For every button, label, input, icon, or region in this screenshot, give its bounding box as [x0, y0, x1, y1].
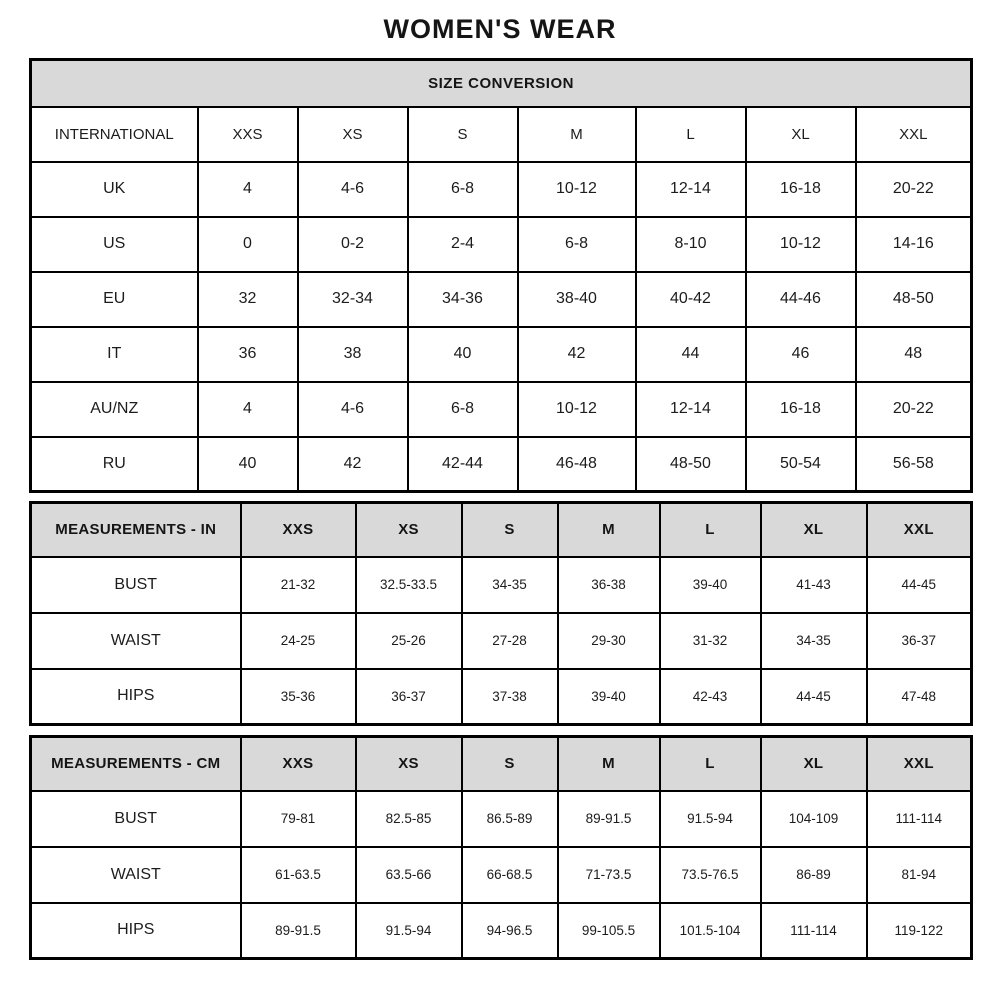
cell: 42 — [518, 327, 636, 382]
cell: 40-42 — [636, 272, 746, 327]
cell: 12-14 — [636, 382, 746, 437]
table-row-aunz — [31, 382, 972, 437]
col-header-xxs: XXS — [198, 107, 298, 162]
cell: 0-2 — [298, 217, 408, 272]
col-header-l: L — [660, 503, 761, 557]
cell: 20-22 — [856, 162, 972, 217]
table-row-bust-in — [31, 557, 972, 613]
cell: 91.5-94 — [356, 903, 462, 959]
col-header-s: S — [462, 503, 558, 557]
cell: 71-73.5 — [558, 847, 660, 903]
cell: 10-12 — [746, 217, 856, 272]
cell: 34-36 — [408, 272, 518, 327]
column-header-row — [31, 503, 972, 557]
cell: 111-114 — [867, 791, 972, 847]
cell: 38 — [298, 327, 408, 382]
column-header-row — [31, 737, 972, 791]
col-header-l: L — [660, 737, 761, 791]
cell: 40 — [408, 327, 518, 382]
cell: 94-96.5 — [462, 903, 558, 959]
row-label: AU/NZ — [31, 382, 198, 437]
cell: 35-36 — [241, 669, 356, 725]
row-label: BUST — [31, 557, 241, 613]
cell: 10-12 — [518, 162, 636, 217]
cell: 48 — [856, 327, 972, 382]
cell: 6-8 — [408, 382, 518, 437]
table-row-it — [31, 327, 972, 382]
col-header-international: INTERNATIONAL — [31, 107, 198, 162]
table-row-hips-in — [31, 669, 972, 725]
cell: 81-94 — [867, 847, 972, 903]
cell: 47-48 — [867, 669, 972, 725]
cell: 31-32 — [660, 613, 761, 669]
table-row-bust-cm — [31, 791, 972, 847]
measurements-cm-table — [29, 735, 973, 960]
col-header-xl: XL — [746, 107, 856, 162]
cell: 24-25 — [241, 613, 356, 669]
cell: 66-68.5 — [462, 847, 558, 903]
row-label: BUST — [31, 791, 241, 847]
row-label: UK — [31, 162, 198, 217]
cell: 6-8 — [408, 162, 518, 217]
cell: 101.5-104 — [660, 903, 761, 959]
cell: 63.5-66 — [356, 847, 462, 903]
cell: 50-54 — [746, 437, 856, 492]
cell: 6-8 — [518, 217, 636, 272]
cell: 99-105.5 — [558, 903, 660, 959]
page-title: WOMEN'S WEAR — [383, 14, 617, 44]
cell: 36-37 — [356, 669, 462, 725]
cell: 37-38 — [462, 669, 558, 725]
cell: 2-4 — [408, 217, 518, 272]
cell: 79-81 — [241, 791, 356, 847]
cell: 4 — [198, 382, 298, 437]
cell: 44-45 — [761, 669, 867, 725]
col-header-m: M — [518, 107, 636, 162]
col-header-l: L — [636, 107, 746, 162]
col-header-xxs: XXS — [241, 737, 356, 791]
row-label: HIPS — [31, 669, 241, 725]
col-header-xxl: XXL — [867, 503, 972, 557]
cell: 89-91.5 — [558, 791, 660, 847]
cell: 38-40 — [518, 272, 636, 327]
row-label: WAIST — [31, 613, 241, 669]
col-header-s: S — [462, 737, 558, 791]
cell: 32-34 — [298, 272, 408, 327]
size-conversion-title: SIZE CONVERSION — [31, 60, 972, 107]
column-header-row — [31, 107, 972, 162]
table-row-eu — [31, 272, 972, 327]
cell: 44-45 — [867, 557, 972, 613]
cell: 41-43 — [761, 557, 867, 613]
cell: 32.5-33.5 — [356, 557, 462, 613]
cell: 86.5-89 — [462, 791, 558, 847]
table-title-row — [31, 60, 972, 107]
cell: 36-37 — [867, 613, 972, 669]
col-header-xs: XS — [356, 503, 462, 557]
cell: 42-44 — [408, 437, 518, 492]
cell: 12-14 — [636, 162, 746, 217]
cell: 34-35 — [462, 557, 558, 613]
cell: 36 — [198, 327, 298, 382]
col-header-xl: XL — [761, 737, 867, 791]
cell: 32 — [198, 272, 298, 327]
col-header-xs: XS — [356, 737, 462, 791]
table-row-uk — [31, 162, 972, 217]
row-label: EU — [31, 272, 198, 327]
measurements-in-table — [29, 501, 973, 726]
cell: 86-89 — [761, 847, 867, 903]
col-header-m: M — [558, 737, 660, 791]
row-label: WAIST — [31, 847, 241, 903]
cell: 0 — [198, 217, 298, 272]
table-row-hips-cm — [31, 903, 972, 959]
cell: 48-50 — [636, 437, 746, 492]
cell: 16-18 — [746, 382, 856, 437]
row-label: IT — [31, 327, 198, 382]
cell: 111-114 — [761, 903, 867, 959]
cell: 4 — [198, 162, 298, 217]
col-header-xxs: XXS — [241, 503, 356, 557]
col-header-xl: XL — [761, 503, 867, 557]
col-header-s: S — [408, 107, 518, 162]
cell: 4-6 — [298, 162, 408, 217]
measurements-in-title: MEASUREMENTS - IN — [31, 503, 241, 557]
cell: 82.5-85 — [356, 791, 462, 847]
cell: 29-30 — [558, 613, 660, 669]
cell: 104-109 — [761, 791, 867, 847]
table-row-us — [31, 217, 972, 272]
cell: 16-18 — [746, 162, 856, 217]
cell: 56-58 — [856, 437, 972, 492]
cell: 42-43 — [660, 669, 761, 725]
cell: 14-16 — [856, 217, 972, 272]
cell: 48-50 — [856, 272, 972, 327]
cell: 40 — [198, 437, 298, 492]
cell: 4-6 — [298, 382, 408, 437]
col-header-xxl: XXL — [856, 107, 972, 162]
cell: 21-32 — [241, 557, 356, 613]
cell: 89-91.5 — [241, 903, 356, 959]
row-label: US — [31, 217, 198, 272]
cell: 119-122 — [867, 903, 972, 959]
table-row-waist-in — [31, 613, 972, 669]
cell: 10-12 — [518, 382, 636, 437]
cell: 73.5-76.5 — [660, 847, 761, 903]
cell: 42 — [298, 437, 408, 492]
col-header-xs: XS — [298, 107, 408, 162]
cell: 8-10 — [636, 217, 746, 272]
cell: 46-48 — [518, 437, 636, 492]
cell: 36-38 — [558, 557, 660, 613]
table-row-ru — [31, 437, 972, 492]
row-label: HIPS — [31, 903, 241, 959]
col-header-m: M — [558, 503, 660, 557]
cell: 34-35 — [761, 613, 867, 669]
cell: 61-63.5 — [241, 847, 356, 903]
cell: 44 — [636, 327, 746, 382]
measurements-cm-title: MEASUREMENTS - CM — [31, 737, 241, 791]
table-row-waist-cm — [31, 847, 972, 903]
cell: 91.5-94 — [660, 791, 761, 847]
col-header-xxl: XXL — [867, 737, 972, 791]
row-label: RU — [31, 437, 198, 492]
size-conversion-table — [29, 58, 973, 493]
cell: 20-22 — [856, 382, 972, 437]
cell: 39-40 — [558, 669, 660, 725]
cell: 39-40 — [660, 557, 761, 613]
cell: 44-46 — [746, 272, 856, 327]
cell: 27-28 — [462, 613, 558, 669]
cell: 25-26 — [356, 613, 462, 669]
cell: 46 — [746, 327, 856, 382]
